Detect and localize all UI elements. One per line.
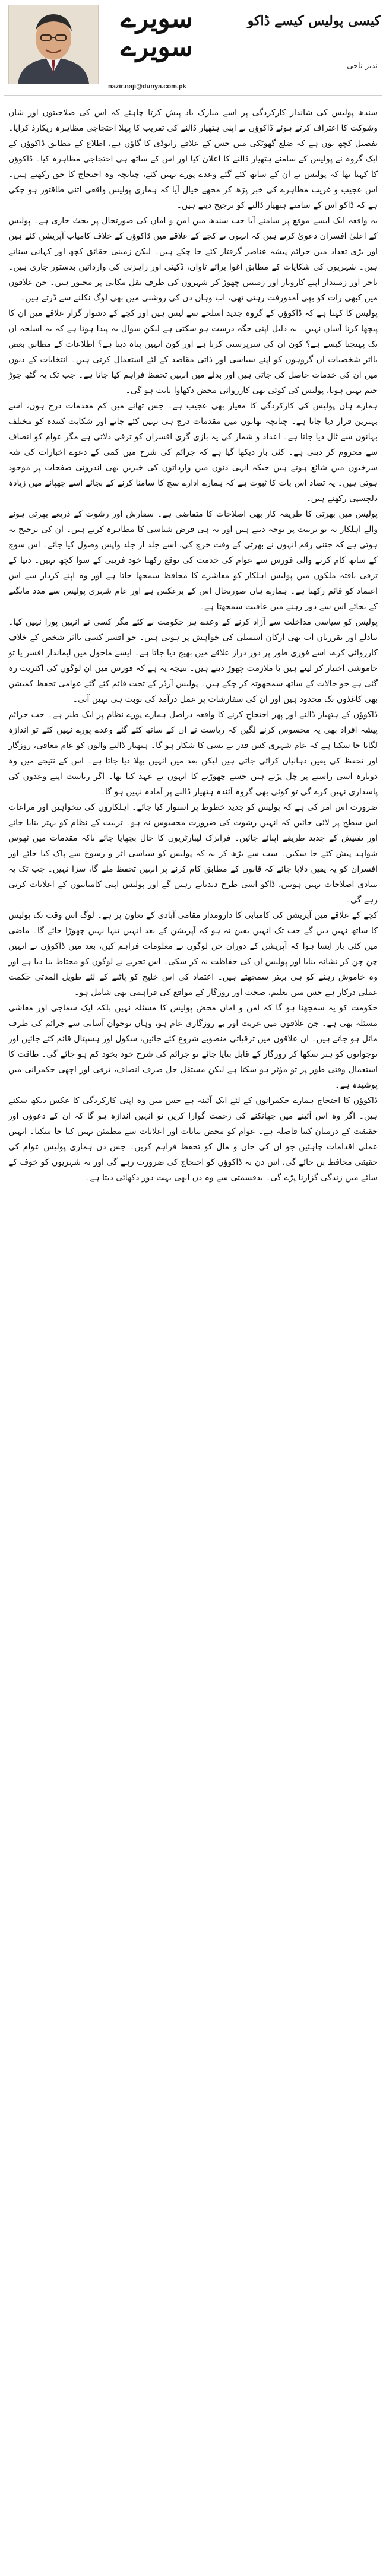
brand-line-1: سویرے: [121, 4, 193, 34]
article-paragraph: ہمارے ہاں پولیس کی کارکردگی کا معیار بھی عجیب ہے۔ جس تھانے میں کم مقدمات درج ہوں، اسے بہترین قرار دیا جاتا ہے۔ چنانچہ تھانوں میں مقدمات درج ہی نہیں کئے جاتے اور شکایت کنندہ کو مختلف بہانوں سے ٹال دیا جاتا ہے۔ اعداد و شمار کی یہ بازی گری افسران کو ترقی دلاتی ہے مگر عوام کو انصاف سے محروم کر دیتی ہے۔ کئی بار دیکھا گیا ہے کہ جرائم کی شرح میں کمی کے دعوے اخبارات کی شہ سرخیوں میں شائع ہوتے ہیں جبکہ انہی دنوں میں وارداتوں کی خبریں بھی اندرونی صفحات پر موجود ہوتی ہیں۔ یہ تضاد اس بات کا ثبوت ہے کہ ہمارے ادارے سچ کا سامنا کرنے کے بجائے اسے چھپانے میں زیادہ دلچسپی رکھتے ہیں۔: [8, 401, 378, 503]
article-paragraph: یہ واقعہ ایک ایسے موقع پر سامنے آیا جب سندھ میں امن و امان کی صورتحال پر بحث جاری ہے۔ پولیس کے اعلیٰ افسران دعویٰ کرتے ہیں کہ انہوں نے کچے کے علاقے میں ڈاکوؤں کے خلاف کامیاب آپریشن کئے ہیں اور بڑی تعداد میں جرائم پیشہ عناصر گرفتار کئے جا چکے ہیں۔ لیکن زمینی حقائق کچھ اور کہانی سناتے ہیں۔ شہریوں کی شکایات کے مطابق اغوا برائے تاوان، ڈکیتی اور راہزنی کی وارداتیں بدستور جاری ہیں۔ تاجر اور زمیندار اپنے کاروبار اور زمینیں چھوڑ کر شہروں کی طرف نقل مکانی پر مجبور ہیں۔ جن علاقوں میں کبھی رات کو بھی آمدورفت رہتی تھی، اب وہاں دن کی روشنی میں بھی لوگ نکلنے سے ڈرتے ہیں۔: [8, 216, 378, 303]
article-paragraph: ضرورت اس امر کی ہے کہ پولیس کو جدید خطوط پر استوار کیا جائے۔ اہلکاروں کی تنخواہیں اور مراعات اس سطح پر لائی جائیں کہ انہیں رشوت کی ضرورت محسوس نہ ہو۔ تربیت کے نظام کو بہتر بنایا جائے اور تفتیش کے جدید طریقے اپنائے جائیں۔ فرانزک لیبارٹریوں کا جال بچھایا جائے تاکہ مقدمات میں ٹھوس شواہد پیش کئے جا سکیں۔ سب سے بڑھ کر یہ کہ پولیس کو سیاسی اثر و رسوخ سے پاک کیا جائے اور افسران کو یہ یقین دلایا جائے کہ قانون کے مطابق کام کرنے پر انہیں تحفظ ملے گا، سزا نہیں۔ جب تک یہ بنیادی اصلاحات نہیں ہوتیں، ڈاکو اسی طرح دندناتے رہیں گے اور پولیس اپنی کامیابیوں کے اعلانات کرتی رہے گی۔: [8, 803, 378, 905]
article-paragraph: ڈاکوؤں کے ہتھیار ڈالنے اور پھر احتجاج کرنے کا واقعہ دراصل ہمارے پورے نظام پر ایک طنز ہے۔ جب جرائم پیشہ افراد بھی یہ محسوس کرنے لگیں کہ ریاست نے ان کے ساتھ کئے گئے وعدے پورے نہیں کئے تو اندازہ لگایا جا سکتا ہے کہ عام شہری کس قدر بے بسی کا شکار ہو گا۔ ہتھیار ڈالنے والوں کو عام معافی، روزگار اور تحفظ کی یقین دہانیاں کرائی جاتی ہیں لیکن بعد میں انہیں بھلا دیا جاتا ہے۔ اس کے نتیجے میں وہ دوبارہ اسی راستے پر چل پڑتے ہیں جسے چھوڑنے کا انہوں نے عہد کیا تھا۔ اگر ریاست اپنے وعدوں کی پاسداری نہیں کرے گی تو کوئی بھی گروہ آئندہ ہتھیار ڈالنے پر آمادہ نہیں ہو گا۔: [8, 710, 378, 797]
column-title: کیسی پولیس کیسے ڈاکو: [247, 13, 381, 28]
article-body: [0, 96, 386, 1186]
article-paragraph: پولیس کو سیاسی مداخلت سے آزاد کرنے کے وعدے ہر حکومت نے کئے مگر کسی نے انہیں پورا نہیں کیا۔ تبادلے اور تقرریاں اب بھی ارکان اسمبلی کی خواہش پر ہوتی ہیں۔ جو افسر کسی بااثر شخص کے خلاف کارروائی کرے، اسے فوری طور پر دور دراز علاقے میں بھیج دیا جاتا ہے۔ ایسے ماحول میں ایماندار افسر یا تو خاموشی اختیار کر لیتے ہیں یا ملازمت چھوڑ دیتے ہیں۔ نتیجہ یہ ہے کہ فورس میں ان لوگوں کی اکثریت رہ گئی ہے جو حالات کے ساتھ سمجھوتہ کر چکے ہیں۔ پولیس آرڈر کے تحت قائم کئے گئے عوامی تحفظ کمیشن بھی کاغذوں تک محدود ہیں اور ان کی سفارشات پر عمل درآمد کی نوبت ہی نہیں آتی۔: [8, 617, 378, 704]
column-header: [4, 0, 382, 96]
brand-line-2: سویرے: [121, 32, 193, 62]
column-brand-logo: [103, 4, 210, 82]
author-email: nazir.naji@dunya.com.pk: [108, 83, 186, 90]
author-portrait-icon: [9, 5, 98, 84]
author-name: نذیر ناجی: [347, 62, 378, 71]
article-paragraph: سندھ پولیس کی شاندار کارکردگی پر اسے مبارک باد پیش کرتا چاہئے کہ اس کی صلاحیتوں اور شان وشوکت کا اعتراف کرتے ہوئے ڈاکوؤں نے اپنی ہتھیار ڈالنے کی تقریب کا پہلا احتجاجی مظاہرہ ریکارڈ کرایا۔ تفصیل کچھ یوں ہے کہ ضلع گھوٹکی میں جس کے علاقے راتوڈی کا گاؤں ہے، اطلاع کے مطابق ڈاکوؤں کے ایک گروہ نے پولیس کے سامنے ہتھیار ڈالنے کا اعلان کیا اور اس کے ساتھ ہی احتجاجی مظاہرہ کیا۔ ڈاکوؤں کا کہنا تھا کہ پولیس نے ان کے ساتھ کئے گئے وعدے پورے نہیں کئے، چنانچہ وہ احتجاج کا حق رکھتے ہیں۔ اس عجیب و غریب مظاہرے کی خبر پڑھ کر مجھے خیال آیا کہ ہماری پولیس واقعی اتنی طاقتور ہو چکی ہے کہ ڈاکو اس کے سامنے ہتھیار ڈالنے کو ترجیح دیتے ہیں۔: [8, 108, 378, 210]
article-paragraph: پولیس میں بھرتی کا طریقہ کار بھی اصلاحات کا متقاضی ہے۔ سفارش اور رشوت کے ذریعے بھرتی ہونے والے اہلکار نہ تو تربیت پر توجہ دیتے ہیں اور نہ ہی فرض شناسی کا مظاہرہ کرتے ہیں۔ ان کی ترجیح یہ ہوتی ہے کہ جتنی رقم انہوں نے بھرتی کے وقت خرچ کی، اسے جلد از جلد واپس وصول کیا جائے۔ اس سوچ کے ساتھ کام کرنے والی فورس سے عوام کی خدمت کی توقع رکھنا خود فریبی کے سوا کچھ نہیں۔ دنیا کے ترقی یافتہ ملکوں میں پولیس اہلکار کو معاشرے کا محافظ سمجھا جاتا ہے اور وہ اپنے کردار سے اس اعتماد کو قائم رکھتا ہے۔ ہمارے ہاں صورتحال اس کے برعکس ہے اور عام شہری پولیس سے مدد مانگنے کے بجائے اس سے دور رہنے میں عافیت سمجھتا ہے۔: [8, 509, 378, 611]
article-paragraph: ڈاکوؤں کا احتجاج ہمارے حکمرانوں کے لئے ایک آئینہ ہے جس میں وہ اپنی کارکردگی کا عکس دیکھ سکتے ہیں۔ اگر وہ اس آئینے میں جھانکنے کی زحمت گوارا کریں تو انہیں اندازہ ہو گا کہ ان کے دعوؤں اور حقیقت کے درمیان کتنا فاصلہ ہے۔ عوام کو محض بیانات اور اعلانات سے مطمئن نہیں کیا جا سکتا۔ انہیں عملی اقدامات چاہئیں جو ان کی جان و مال کو تحفظ فراہم کریں۔ جس دن ہماری پولیس عوام کی حقیقی محافظ بن جائے گی، اس دن نہ ڈاکوؤں کو احتجاج کی ضرورت رہے گی اور نہ شہریوں کو خوف کے سائے میں زندگی گزارنا پڑے گی۔ بدقسمتی سے وہ دن ابھی بہت دور دکھائی دیتا ہے۔: [8, 1096, 378, 1183]
article-paragraph: کچے کے علاقے میں آپریشن کی کامیابی کا دارومدار مقامی آبادی کے تعاون پر ہے۔ لوگ اس وقت تک پولیس کا ساتھ نہیں دیں گے جب تک انہیں یقین نہ ہو کہ آپریشن کے بعد انہیں تنہا نہیں چھوڑا جائے گا۔ ماضی میں کئی بار ایسا ہوا کہ آپریشن کے دوران جن لوگوں نے معلومات فراہم کیں، بعد میں ڈاکوؤں نے انہیں چن چن کر نشانہ بنایا اور پولیس ان کی حفاظت نہ کر سکی۔ اس تجربے نے لوگوں کو محتاط بنا دیا ہے اور وہ خاموش رہنے کو ہی بہتر سمجھتے ہیں۔ اعتماد کی اس خلیج کو پاٹنے کے لئے طویل المدتی حکمت عملی درکار ہے جس میں تعلیم، صحت اور روزگار کے مواقع کی فراہمی بھی شامل ہو۔: [8, 911, 378, 997]
author-photo: [8, 5, 99, 84]
article-paragraph: حکومت کو یہ سمجھنا ہو گا کہ امن و امان محض پولیس کا مسئلہ نہیں بلکہ ایک سماجی اور معاشی مسئلہ بھی ہے۔ جن علاقوں میں غربت اور بے روزگاری عام ہو، وہاں نوجوان آسانی سے جرائم کی طرف مائل ہو جاتے ہیں۔ ان علاقوں میں ترقیاتی منصوبے شروع کئے جائیں، سکول اور ہسپتال قائم کئے جائیں اور نوجوانوں کو ہنر سکھا کر روزگار کے قابل بنایا جائے تو جرائم کی شرح خود بخود کم ہو جائے گی۔ طاقت کا استعمال وقتی طور پر تو مؤثر ہو سکتا ہے لیکن مستقل حل صرف انصاف، ترقی اور اچھی حکمرانی میں پوشیدہ ہے۔: [8, 1003, 378, 1090]
article-paragraph: پولیس کا کہنا ہے کہ ڈاکوؤں کے گروہ جدید اسلحے سے لیس ہیں اور کچے کے دشوار گزار علاقے میں ان کا پیچھا کرنا آسان نہیں۔ یہ دلیل اپنی جگہ درست ہو سکتی ہے لیکن سوال یہ پیدا ہوتا ہے کہ یہ اسلحہ ان تک پہنچتا کیسے ہے؟ کون ان کی سرپرستی کرتا ہے اور کون انہیں پناہ دیتا ہے؟ اطلاعات کے مطابق بعض بااثر شخصیات ان گروہوں کو اپنے سیاسی اور ذاتی مقاصد کے لئے استعمال کرتی ہیں۔ انتخابات کے دنوں میں ان کی خدمات حاصل کی جاتی ہیں اور بدلے میں انہیں تحفظ فراہم کیا جاتا ہے۔ جب تک یہ گٹھ جوڑ ختم نہیں ہوتا، پولیس کی کوئی بھی کارروائی محض دکھاوا ثابت ہو گی۔: [8, 309, 378, 395]
